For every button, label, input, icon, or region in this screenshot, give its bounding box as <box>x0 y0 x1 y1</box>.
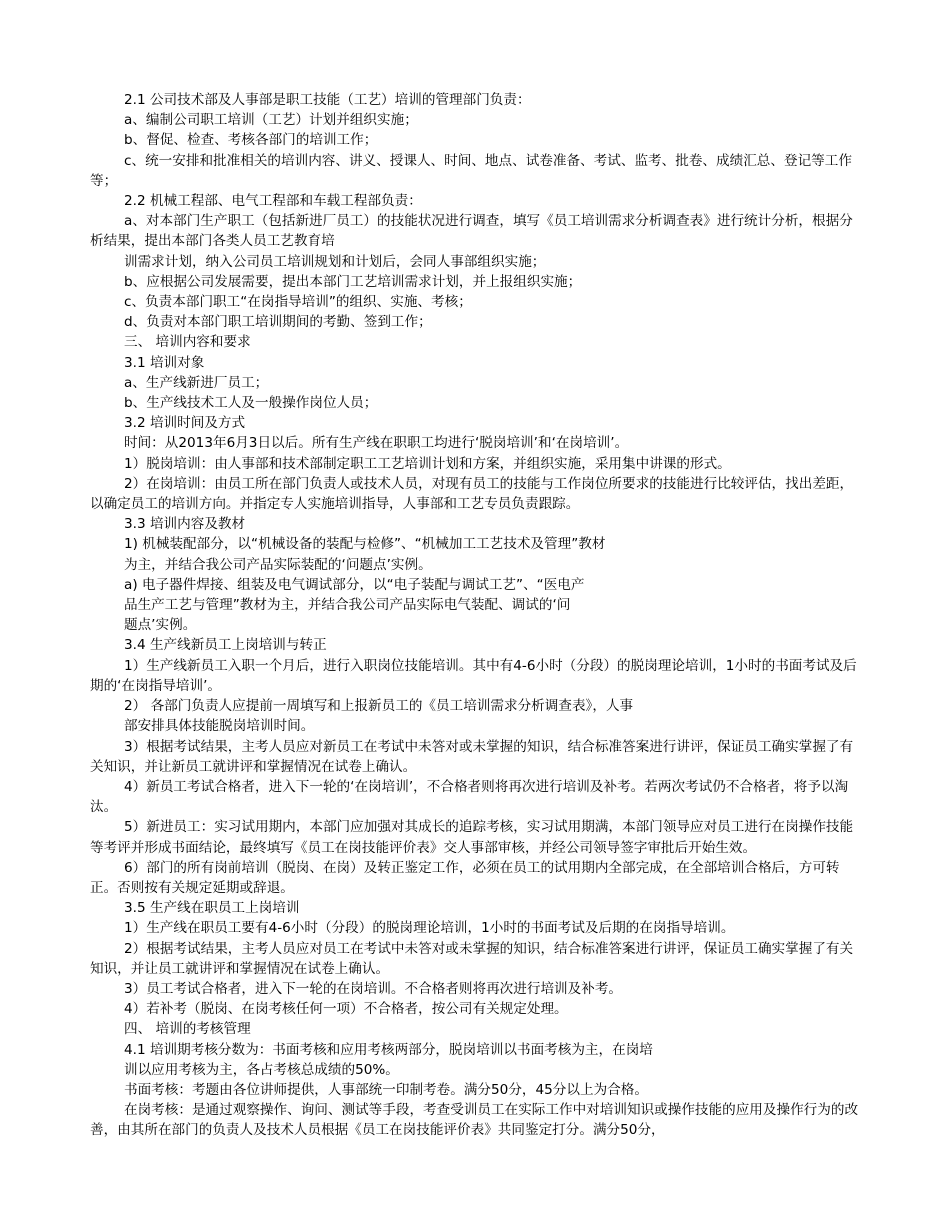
paragraph-line: 时间：从2013年6月3日以后。所有生产线在职职工均进行‘脱岗培训’和‘在岗培训’。 <box>124 435 629 452</box>
paragraph-line: 2.1 公司技术部及人事部是职工技能（工艺）培训的管理部门负责： <box>124 92 531 108</box>
paragraph-line: 3.4 生产线新员工上岗培训与转正 <box>124 637 327 654</box>
paragraph-line: 2）根据考试结果，主考人员应对员工在考试中未答对或未掌握的知识，结合标准答案进行讲评，保证员工确实掌握了有关知识，并让员工就讲评和掌握情况在试卷上确认。 <box>90 940 854 977</box>
paragraph-line: a) 电子器件焊接、组装及电气调试部分，以“电子装配与调试工艺”、“医电产 <box>124 576 585 593</box>
paragraph-line: 3）根据考试结果，主考人员应对新员工在考试中未答对或未掌握的知识，结合标准答案进行讲评，保证员工确实掌握了有关知识，并让新员工就讲评和掌握情况在试卷上确认。 <box>90 738 854 775</box>
paragraph-line: a、生产线新进厂员工； <box>124 374 269 391</box>
paragraph-line: a、对本部门生产职工（包括新进厂员工）的技能状况进行调查，填写《员工培训需求分析调查表》进行统计分析，根据分析结果，提出本部门各类人员工艺教育培 <box>90 213 853 250</box>
paragraph-line: 4.1 培训期考核分数为：书面考核和应用考核两部分，脱岗培训以书面考核为主，在岗培 <box>124 1041 653 1058</box>
paragraph-line: 书面考核：考题由各位讲师提供，人事部统一印制考卷。满分50分，45分以上为合格。 <box>124 1081 648 1098</box>
paragraph-line: c、负责本部门职工“在岗指导培训”的组织、实施、考核； <box>124 294 472 311</box>
paragraph-line: 2）在岗培训：由员工所在部门负责人或技术人员，对现有员工的技能与工作岗位所要求的技能进行比较评估，找出差距，以确定员工的培训方向。并指定专人实施培训指导，人事部和工艺专员负责跟踪。 <box>90 475 854 513</box>
paragraph-line: 1）生产线在职员工要有4-6小时（分段）的脱岗理论培训，1小时的书面考试及后期的在岗指导培训。 <box>124 920 735 937</box>
paragraph-line: 3.3 培训内容及教材 <box>124 516 246 533</box>
paragraph-line: 四、 培训的考核管理 <box>124 1021 251 1038</box>
paragraph-line: 5）新进员工：实习试用期内，本部门应加强对其成长的追踪考核，实习试用期满，本部门领导应对员工进行在岗操作技能等考评并形成书面结论，最终填写《员工在岗技能评价表》交人事部审核，并经公司领导签字审批后开始生效。 <box>90 819 854 856</box>
paragraph-line: 3）员工考试合格者，进入下一轮的在岗培训。不合格者则将再次进行培训及补考。 <box>124 980 623 997</box>
paragraph-line: b、督促、检查、考核各部门的培训工作； <box>124 132 378 149</box>
paragraph-line: 1）脱岗培训：由人事部和技术部制定职工工艺培训计划和方案，并组织实施，采用集中讲课的形式。 <box>124 455 731 472</box>
paragraph-line: 品生产工艺与管理”教材为主，并结合我公司产品实际电气装配、调试的‘问 <box>124 597 571 614</box>
paragraph-line: 3.2 培训时间及方式 <box>124 415 246 432</box>
paragraph-line: b、生产线技术工人及一般操作岗位人员； <box>124 395 378 412</box>
paragraph-line: 1) 机械装配部分，以“机械设备的装配与检修”、“机械加工工艺技术及管理”教材 <box>124 536 606 553</box>
paragraph-line: 部安排具体技能脱岗培训时间。 <box>124 718 315 735</box>
paragraph-line: 2） 各部门负责人应提前一周填写和上报新员工的《员工培训需求分析调查表》，人事 <box>124 698 634 715</box>
paragraph-line: 3.5 生产线在职员工上岗培训 <box>124 900 300 917</box>
paragraph-line: c、统一安排和批准相关的培训内容、讲义、授课人、时间、地点、试卷准备、考试、监考、批卷、成绩汇总、登记等工作等； <box>90 152 852 189</box>
paragraph-line: a、编制公司职工培训（工艺）计划并组织实施； <box>124 112 418 129</box>
paragraph-line: 训需求计划，纳入公司员工培训规划和计划后，会同人事部组织实施； <box>124 253 546 270</box>
paragraph-line: 1）生产线新员工入职一个月后，进行入职岗位技能培训。其中有4-6小时（分段）的脱岗理论培训，1小时的书面考试及后期的‘在岗指导培训’。 <box>90 657 857 694</box>
paragraph-line: 题点’实例。 <box>124 617 197 634</box>
paragraph-line: b、应根据公司发展需要，提出本部门工艺培训需求计划，并上报组织实施； <box>124 273 582 290</box>
paragraph-line: 4）若补考（脱岗、在岗考核任何一项）不合格者，按公司有关规定处理。 <box>124 1001 568 1018</box>
paragraph-line: 三、 培训内容和要求 <box>124 334 251 351</box>
paragraph-line: 2.2 机械工程部、电气工程部和车载工程部负责： <box>124 193 422 210</box>
paragraph-line: 6）部门的所有岗前培训（脱岗、在岗）及转正鉴定工作，必须在员工的试用期内全部完成，在全部培训合格后，方可转正。否则按有关规定延期或辞退。 <box>90 859 840 896</box>
paragraph-line: 为主，并结合我公司产品实际装配的‘问题点’实例。 <box>124 556 432 573</box>
paragraph-line: d、负责对本部门职工培训期间的考勤、签到工作； <box>124 314 432 331</box>
paragraph-line: 4）新员工考试合格者，进入下一轮的‘在岗培训’，不合格者则将再次进行培训及补考。若两次考试仍不合格者，将予以淘汰。 <box>90 778 849 816</box>
paragraph-line: 训以应用考核为主，各占考核总成绩的50%。 <box>124 1061 399 1078</box>
document-body <box>90 90 860 1141</box>
paragraph-line: 3.1 培训对象 <box>124 354 205 371</box>
paragraph-line: 在岗考核：是通过观察操作、询问、测试等手段，考查受训员工在实际工作中对培训知识或操作技能的应用及操作行为的改善，由其所在部门的负责人及技术人员根据《员工在岗技能评价表》共同鉴定打分。满分50分， <box>90 1102 859 1139</box>
